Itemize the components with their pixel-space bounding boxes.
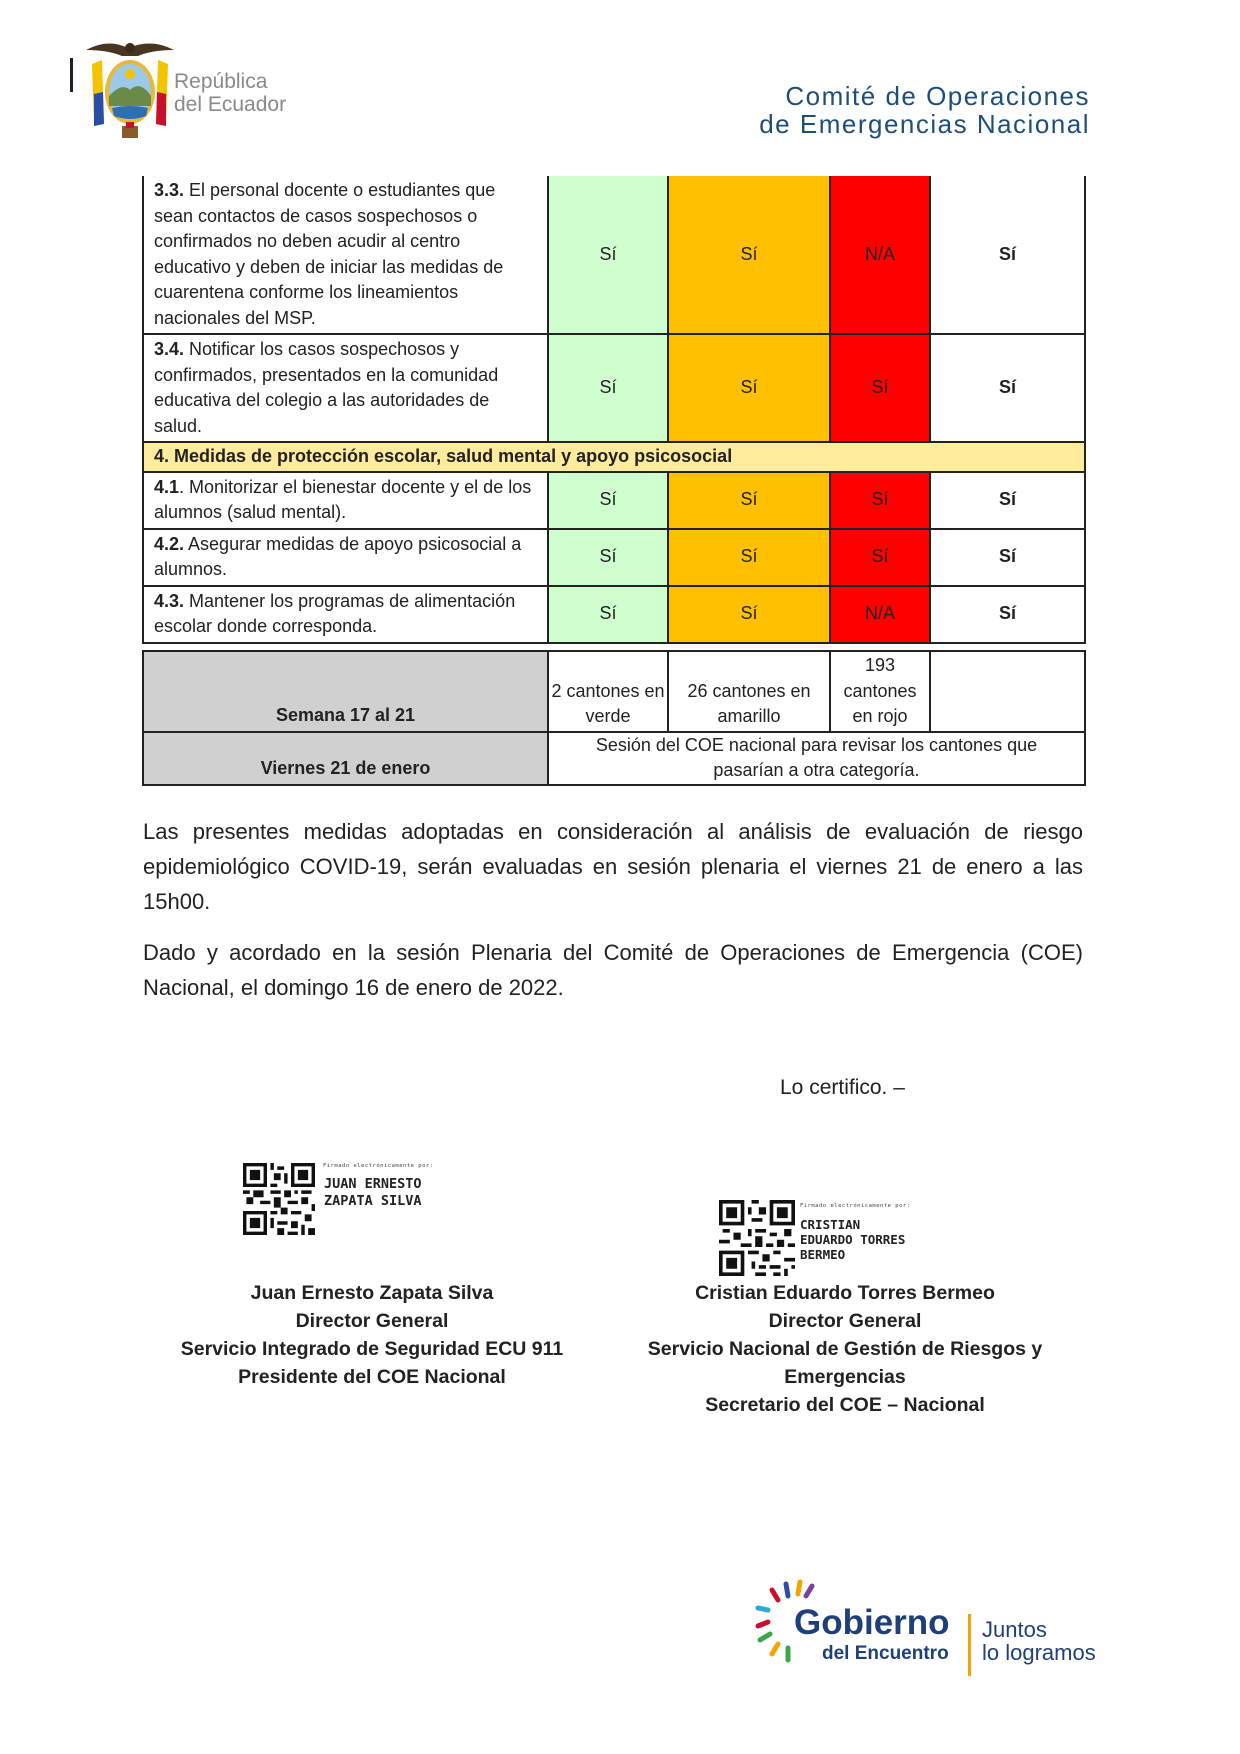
footer-divider [968, 1614, 971, 1676]
gobierno-wordmark: Gobierno [794, 1603, 950, 1642]
slogan [982, 1618, 1096, 1664]
left-signature-stamp [324, 1176, 422, 1210]
green-cell: Sí [548, 176, 668, 334]
table-row [143, 472, 1085, 529]
right-stamp-line1: CRISTIAN [800, 1217, 861, 1232]
table-row [143, 732, 1085, 785]
right-signatory-block [630, 1279, 1060, 1419]
green-cell: Sí [548, 334, 668, 442]
red-cantons: 193 cantones en rojo [830, 651, 930, 732]
green-cell: Sí [548, 472, 668, 529]
right-stamp-line3: BERMEO [800, 1247, 846, 1262]
white-cell: Sí [930, 586, 1085, 643]
table-row [143, 586, 1085, 643]
measure-description [143, 529, 548, 586]
red-cell: N/A [830, 586, 930, 643]
left-stamp-line1: JUAN ERNESTO [324, 1176, 422, 1192]
table-row [143, 651, 1085, 732]
ecuador-coat-of-arms-logo [82, 34, 178, 142]
section-4-heading: 4. Medidas de protección escolar, salud mental y apoyo psicosocial [143, 442, 1085, 472]
red-cell: Sí [830, 472, 930, 529]
left-signatory-title3: Presidente del COE Nacional [238, 1366, 506, 1388]
left-signatory-block [162, 1279, 582, 1391]
left-stamp-line2: ZAPATA SILVA [324, 1193, 422, 1209]
measure-number: 4.2. [154, 533, 185, 554]
right-signatory-title3: Emergencias [784, 1366, 906, 1388]
white-cell: Sí [930, 472, 1085, 529]
week-label: Semana 17 al 21 [143, 651, 548, 732]
right-signatory-title4: Secretario del COE – Nacional [705, 1394, 985, 1416]
yellow-cantons: 26 cantones en amarillo [668, 651, 830, 732]
red-cell: N/A [830, 176, 930, 334]
green-cell: Sí [548, 586, 668, 643]
yellow-cell: Sí [668, 334, 830, 442]
white-cell: Sí [930, 176, 1085, 334]
left-signature-qr-code [243, 1163, 315, 1235]
green-cell: Sí [548, 529, 668, 586]
left-signed-by-label: Firmado electrónicamente por: [323, 1163, 434, 1169]
left-signatory-title1: Director General [295, 1310, 449, 1332]
header-divider [70, 58, 73, 92]
measure-text: El personal docente o estudiantes que sean contactos de casos sospechosos o confirmados no deben acudir al centro educativo y deben de iniciar las medidas de cuarentena conforme los lineamientos nacionales del MSP. [154, 180, 504, 328]
right-signatory-name: Cristian Eduardo Torres Bermeo [695, 1282, 995, 1304]
del-encuentro-wordmark: del Encuentro [822, 1643, 949, 1664]
evaluation-paragraph: Las presentes medidas adoptadas en consideración al análisis de evaluación de riesgo epidemiológico COVID-19, serán evaluadas en sesión plenaria el viernes 21 de enero a las 15h00. [143, 819, 1083, 914]
coe-title-line1: Comité de Operaciones [785, 81, 1090, 111]
empty-cell [930, 651, 1085, 732]
measure-text: Notificar los casos sospechosos y confirmados, presentados en la comunidad educativa del colegio a las autoridades de salud. [154, 339, 499, 436]
slogan-line1: Juntos [982, 1617, 1047, 1642]
yellow-cell: Sí [668, 472, 830, 529]
session-note: Sesión del COE nacional para revisar los cantones que pasarían a otra categoría. [548, 732, 1085, 785]
right-signature-qr-code [719, 1200, 795, 1276]
right-stamp-line2: EDUARDO TORRES [800, 1232, 906, 1247]
measure-number: 3.4. [154, 339, 185, 359]
yellow-cell: Sí [668, 586, 830, 643]
red-cell: Sí [830, 529, 930, 586]
measure-number: 4.1 [154, 476, 180, 497]
table-row [143, 529, 1085, 586]
measure-number: 3.3. [154, 180, 185, 200]
measure-text: Asegurar medidas de apoyo psicosocial a alumnos. [154, 533, 522, 579]
yellow-cell: Sí [668, 529, 830, 586]
coe-title-line2: de Emergencias Nacional [759, 109, 1090, 139]
measure-description [143, 176, 548, 334]
agreement-paragraph: Dado y acordado en la sesión Plenaria del Comité de Operaciones de Emergencia (COE) Nacional, el domingo 16 de enero de 2022. [143, 940, 1083, 1000]
right-signatory-title2: Servicio Nacional de Gestión de Riesgos y [647, 1338, 1043, 1360]
certification-text: Lo certifico. – [780, 1076, 905, 1099]
slogan-line2: lo logramos [982, 1640, 1096, 1665]
coe-header-title [759, 82, 1090, 138]
section-row [143, 442, 1085, 472]
republica-line1: República [174, 70, 268, 93]
measure-description [143, 472, 548, 529]
left-signatory-name: Juan Ernesto Zapata Silva [250, 1282, 494, 1304]
schedule-table [142, 650, 1086, 786]
white-cell: Sí [930, 334, 1085, 442]
republica-del-ecuador-label [174, 70, 286, 116]
measure-text: . Monitorizar el bienestar docente y el de los alumnos (salud mental). [154, 476, 532, 522]
red-cell: Sí [830, 334, 930, 442]
right-signed-by-label: Firmado electrónicamente por: [800, 1203, 911, 1209]
right-signature-stamp [800, 1217, 905, 1262]
table-row [143, 176, 1085, 334]
measure-number: 4.3. [154, 590, 185, 611]
green-cantons: 2 cantones en verde [548, 651, 668, 732]
date-label: Viernes 21 de enero [143, 732, 548, 785]
white-cell: Sí [930, 529, 1085, 586]
yellow-cell: Sí [668, 176, 830, 334]
measure-description [143, 586, 548, 643]
table-row [143, 334, 1085, 442]
left-signatory-title2: Servicio Integrado de Seguridad ECU 911 [180, 1338, 564, 1360]
measure-text: Mantener los programas de alimentación escolar donde corresponda. [154, 590, 516, 636]
measure-description [143, 334, 548, 442]
measures-table [142, 176, 1086, 644]
right-signatory-title1: Director General [768, 1310, 922, 1332]
republica-line2: del Ecuador [174, 93, 287, 116]
